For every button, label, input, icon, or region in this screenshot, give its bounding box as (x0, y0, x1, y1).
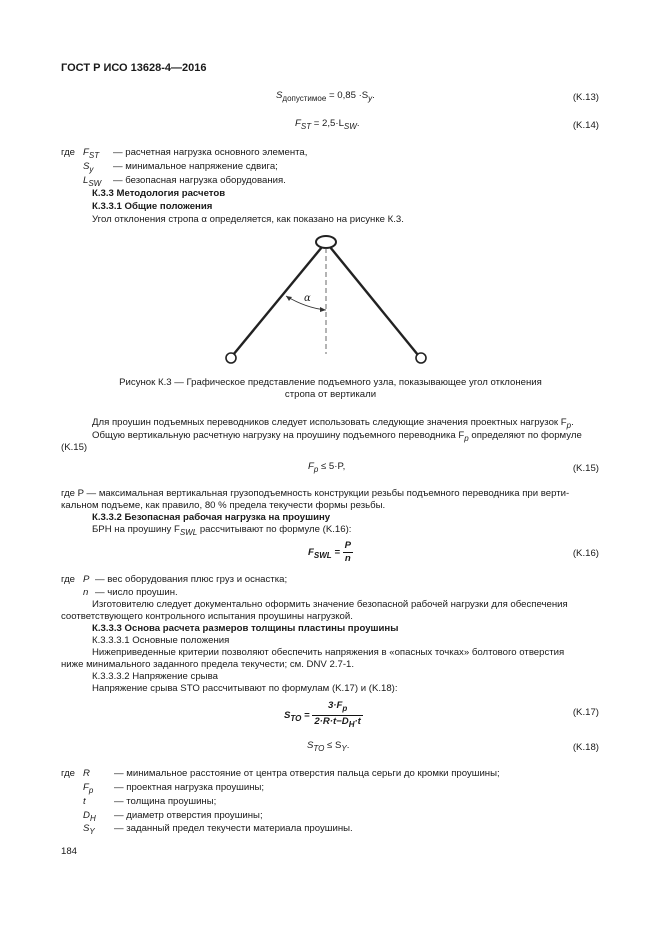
paragraph-loads-2-ref: (K.15) (61, 442, 88, 453)
equation-number-k16: (K.16) (572, 548, 599, 559)
figure-lifting-node (220, 232, 440, 372)
paragraph-p-line2: кальном подъеме, как правило, 80 % предела текучести формы резьбы. (61, 500, 386, 511)
paragraph-brn: БРН на проушину $F_{SWL}$ рассчитывают по формуле (K.16): (92, 524, 352, 537)
paragraph-doc-line2: соответствующего контрольного испытания проушины нагрузкой. (61, 611, 353, 622)
paragraph-sto: Напряжение срыва STO рассчитывают по формулам (K.17) и (K.18): (92, 683, 398, 694)
page-number: 184 (61, 846, 78, 857)
definition-sy: $S_y$ — минимальное напряжение сдвига; (83, 161, 278, 174)
definition-dh: $D_H$ — диаметр отверстия проушины; (83, 810, 263, 823)
lifting-ring-icon (316, 236, 336, 248)
paragraph-crit-line2: ниже минимального заданного предела текучести; см. DNV 2.7-1. (61, 659, 355, 670)
section-heading-k333: К.3.3.3 Основа расчета размеров толщины пластины проушины (92, 623, 399, 634)
equation-k14: $F_{ST} = 2,5\cdot L_{SW}$. (295, 118, 360, 131)
section-heading-k331: К.3.3.1 Общие положения (92, 201, 213, 212)
equation-k16: $F_{SWL}$ = $\frac{P}{n}$ (308, 540, 351, 564)
subsection-k3331: К.3.3.3.1 Основные положения (92, 635, 230, 646)
subsection-k3332: К.3.3.3.2 Напряжение срыва (92, 671, 218, 682)
figure-caption-line2: стропа от вертикали (284, 389, 377, 400)
sling-right (330, 247, 418, 355)
definition-p: где P — вес оборудования плюс груз и оснастка; (61, 574, 288, 585)
equation-number-k15: (K.15) (572, 463, 599, 474)
figure-caption-line1: Рисунок К.3 — Графическое представление подъемного узла, показывающее угол отклонения (119, 377, 542, 388)
definition-sy-yield: $S_Y$ — заданный предел текучести материала проушины. (83, 823, 353, 836)
equation-k17: $S_{TO}$ = $\frac{3\cdot F_p}{2\cdot R\cdot t-D_H\cdot t}$ (284, 700, 361, 729)
equation-k18: $S_{TO} \le S_Y$. (307, 740, 350, 753)
equation-number-k18: (K.18) (572, 742, 599, 753)
paragraph-loads-2: Общую вертикальную расчетную нагрузку на проушину подъемного переводника $F_p$ определяют по формуле (92, 430, 582, 443)
paragraph-angle: Угол отклонения стропа α определяется, как показано на рисунке К.3. (92, 214, 404, 225)
angle-label: α (304, 293, 311, 304)
equation-number-k17: (K.17) (572, 707, 599, 718)
paragraph-doc-line1: Изготовителю следует документально оформить значение безопасной рабочей нагрузки для обеспечения (92, 599, 568, 610)
eye-right-icon (416, 353, 426, 363)
definition-n: n — число проушин. (83, 587, 178, 598)
definition-r: где R — минимальное расстояние от центра отверстия пальца серьги до кромки проушины; (61, 768, 500, 779)
equation-number-k13: (K.13) (572, 92, 599, 103)
paragraph-crit-line1: Нижеприведенные критерии позволяют обеспечить напряжения в «опасных точках» болтового отверстия (92, 647, 565, 658)
definition-lsw: $L_{SW}$ — безопасная нагрузка оборудования. (83, 175, 286, 188)
equation-number-k14: (K.14) (572, 120, 599, 131)
equation-k15: $F_p \le 5\cdot P$, (308, 461, 346, 474)
eye-left-icon (226, 353, 236, 363)
section-heading-k332: К.3.3.2 Безопасная рабочая нагрузка на проушину (92, 512, 331, 523)
paragraph-p-line1: где P — максимальная вертикальная грузоподъемность конструкции резьбы подъемного переводника при верти- (61, 488, 570, 499)
definition-fp: $F_p$ — проектная нагрузка проушины; (83, 782, 265, 795)
paragraph-loads-1: Для проушин подъемных переводников следует использовать следующие значения проектных нагрузок $F_p$. (92, 417, 574, 430)
document-header: ГОСТ Р ИСО 13628-4—2016 (61, 62, 207, 74)
definition-fst: где $F_{ST}$ — расчетная нагрузка основного элемента, (61, 147, 308, 160)
section-heading-k33: К.3.3 Методология расчетов (92, 188, 226, 199)
definition-t: t — толщина проушины; (83, 796, 217, 807)
equation-k13: $S_{допустимое} = 0,85 \cdot S_y$. (276, 90, 375, 103)
